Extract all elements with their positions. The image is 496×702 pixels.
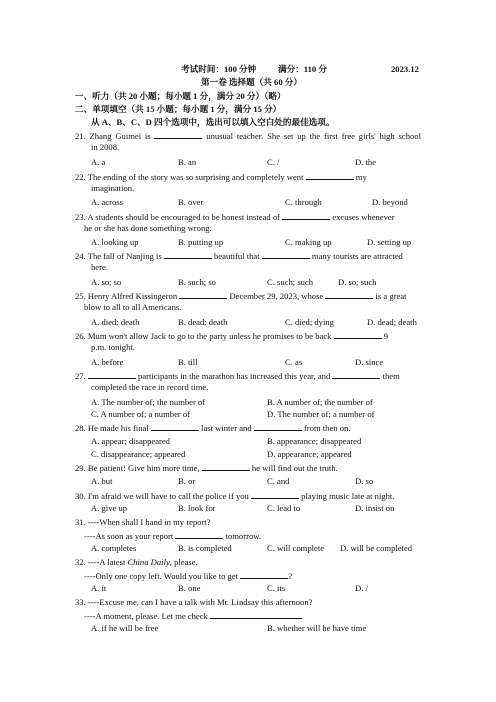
q27-option-c[interactable]: C. A number of; a number of bbox=[91, 409, 191, 419]
section-single-choice: 二、单项填空（共 15 小题；每小题 1 分，满分 15 分） bbox=[75, 104, 282, 114]
q30-text-b: playing music late at night. bbox=[299, 491, 395, 501]
q29-text-a: 29. Be patient! Give him more time, bbox=[75, 463, 202, 473]
q25-option-a[interactable]: A. died; death bbox=[91, 317, 140, 327]
question-32 bbox=[75, 557, 198, 568]
q24-text-a: 24. The fall of Nanjing is bbox=[75, 251, 164, 261]
q21-line2: in 2008. bbox=[91, 142, 120, 152]
question-26 bbox=[75, 330, 388, 342]
q28-text-c: from then on. bbox=[301, 423, 351, 433]
q32-option-b[interactable]: B. one bbox=[178, 583, 201, 593]
part-title: 第一卷 选择题（共 60 分） bbox=[201, 77, 302, 87]
q28-blank-2[interactable] bbox=[254, 422, 302, 431]
q27-option-a[interactable]: A. The number of; the number of bbox=[91, 397, 206, 407]
q22-option-c[interactable]: C. through bbox=[285, 197, 322, 207]
q27-text-c: them bbox=[380, 371, 400, 381]
q26-text-b: 9 bbox=[381, 331, 389, 341]
q32-text-c: ----Only one copy left. Would you like to get bbox=[84, 571, 241, 581]
q24-option-c[interactable]: C. such; such bbox=[267, 277, 314, 287]
q21-option-a[interactable]: A. a bbox=[91, 157, 106, 167]
q30-option-a[interactable]: A. give up bbox=[91, 503, 128, 513]
q23-blank[interactable] bbox=[282, 211, 330, 220]
q28-option-a[interactable]: A. appear; disappeared bbox=[91, 436, 170, 446]
q26-option-b[interactable]: B. till bbox=[178, 357, 198, 367]
question-30 bbox=[75, 490, 394, 502]
q21-text-b: unusual teacher. She set up the first free girls' high school bbox=[202, 131, 421, 141]
q27-option-d[interactable]: D. The number of; a number of bbox=[267, 409, 375, 419]
q28-option-d[interactable]: D. appearance; appeared bbox=[267, 449, 352, 459]
q24-text-c: many tourists are attracted bbox=[309, 251, 403, 261]
q28-option-b[interactable]: B. appearance; disappeared bbox=[267, 436, 362, 446]
question-24 bbox=[75, 250, 403, 262]
q32-option-c[interactable]: C. its bbox=[267, 583, 286, 593]
q27-option-b[interactable]: B. A number of; the number of bbox=[267, 397, 373, 407]
q21-text-a: 21. Zhang Guimei is bbox=[75, 131, 155, 141]
q33-blank[interactable] bbox=[210, 610, 302, 619]
q22-text-b: my bbox=[353, 172, 367, 182]
q21-option-d[interactable]: D. the bbox=[355, 157, 377, 167]
q22-option-a[interactable]: A. across bbox=[91, 197, 123, 207]
q26-blank[interactable] bbox=[334, 330, 382, 339]
q23-option-c[interactable]: C. making up bbox=[285, 237, 332, 247]
q28-option-c[interactable]: C. disappearance; appeared bbox=[91, 449, 186, 459]
question-29 bbox=[75, 462, 338, 474]
q24-option-d[interactable]: D. so; such bbox=[338, 277, 377, 287]
q22-option-d[interactable]: D. beyond bbox=[372, 197, 408, 207]
q26-line2: p.m. tonight. bbox=[91, 342, 135, 352]
q30-option-d[interactable]: D. insist on bbox=[355, 503, 395, 513]
q26-option-c[interactable]: C. as bbox=[285, 357, 303, 367]
q23-option-d[interactable]: D. setting up bbox=[367, 237, 412, 247]
q21-option-c[interactable]: C. / bbox=[267, 157, 280, 167]
q30-text-a: 30. I'm afraid we will have to call the police if you bbox=[75, 491, 251, 501]
q29-option-c[interactable]: C. and bbox=[267, 476, 290, 486]
exam-date: 2023.12 bbox=[391, 64, 419, 74]
q22-text-a: 22. The ending of the story was so surprising and completely went bbox=[75, 172, 306, 182]
question-21 bbox=[75, 130, 421, 142]
q32-text-d: ? bbox=[288, 571, 293, 581]
q32-line2 bbox=[84, 570, 292, 582]
q32-blank[interactable] bbox=[240, 570, 288, 579]
section-instruction: 从 A、B、C、D 四个选项中，选出可以填入空白处的最佳选项。 bbox=[91, 117, 335, 127]
q31-option-b[interactable]: B. is completed bbox=[178, 543, 232, 553]
q31-option-c[interactable]: C. will complete bbox=[267, 543, 325, 553]
q33-line2 bbox=[84, 610, 302, 622]
q31-blank[interactable] bbox=[175, 530, 223, 539]
q32-newspaper-title: China Daily bbox=[127, 557, 170, 567]
q25-blank-1[interactable] bbox=[179, 290, 227, 299]
q27-text-a: 27. bbox=[75, 371, 88, 381]
q24-blank-1[interactable] bbox=[164, 250, 212, 259]
question-23 bbox=[75, 211, 395, 223]
q28-blank-1[interactable] bbox=[151, 422, 199, 431]
q31-text-b: tomorrow. bbox=[223, 531, 262, 541]
q25-text-c: is a great bbox=[373, 291, 407, 301]
q32-option-d[interactable]: D. / bbox=[355, 583, 368, 593]
q25-option-d[interactable]: D. dead; death bbox=[367, 317, 417, 327]
question-33: 33. ----Excuse me, can I have a talk with Mr. Lindsay this afternoon? bbox=[75, 597, 313, 607]
q29-option-b[interactable]: B. or bbox=[178, 476, 196, 486]
q22-option-b[interactable]: B. over bbox=[178, 197, 204, 207]
q23-text-a: 23. A students should be encouraged to be honest instead of bbox=[75, 212, 283, 222]
q21-blank[interactable] bbox=[154, 130, 202, 139]
q27-line2: completed the race in record time. bbox=[91, 382, 209, 392]
q31-option-d[interactable]: D. will be completed bbox=[340, 543, 413, 553]
exam-time: 考试时间：100 分钟 bbox=[181, 64, 257, 74]
section-listening: 一、听力（共 20 小题；每小题 1 分，满分 20 分）（略） bbox=[75, 91, 286, 101]
q26-option-a[interactable]: A. before bbox=[91, 357, 124, 367]
q24-line2: here. bbox=[91, 262, 108, 272]
q22-line2: imagination. bbox=[91, 183, 135, 193]
q33-text-a: ----A moment, please. Let me check bbox=[84, 611, 210, 621]
question-28 bbox=[75, 422, 351, 434]
q22-blank[interactable] bbox=[306, 171, 354, 180]
q31-option-a[interactable]: A. completes bbox=[91, 543, 137, 553]
q27-text-b: participants in the marathon has increased this year, and bbox=[135, 371, 333, 381]
q25-text-a: 25. Henry Alfred Kissingeron bbox=[75, 291, 180, 301]
q25-option-b[interactable]: B. dead; death bbox=[178, 317, 228, 327]
q29-blank[interactable] bbox=[202, 462, 250, 471]
q23-option-a[interactable]: A. looking up bbox=[91, 237, 139, 247]
q30-blank[interactable] bbox=[251, 490, 299, 499]
q24-option-b[interactable]: B. such; so bbox=[178, 277, 216, 287]
q26-text-a: 26. Mum won't allow Jack to go to the party unless he promises to be back bbox=[75, 331, 334, 341]
q24-text-b: beautiful that bbox=[211, 251, 262, 261]
q32-option-a[interactable]: A. it bbox=[91, 583, 107, 593]
q25-text-b: December 29, 2023, whose bbox=[227, 291, 326, 301]
q27-blank-1[interactable] bbox=[88, 370, 136, 379]
question-27 bbox=[75, 370, 400, 382]
q23-text-b: excuses whenever bbox=[330, 212, 395, 222]
q28-text-b: last winter and bbox=[198, 423, 254, 433]
q25-option-c[interactable]: C. died; dying bbox=[285, 317, 334, 327]
q24-option-a[interactable]: A. so; so bbox=[91, 277, 122, 287]
q23-line2: he or she has done something wrong. bbox=[84, 223, 212, 233]
q30-option-c[interactable]: C. lead to bbox=[267, 503, 301, 513]
q32-text-b: , please. bbox=[169, 557, 198, 567]
q31-line2 bbox=[84, 530, 261, 542]
q26-option-d[interactable]: D. since bbox=[355, 357, 384, 367]
question-31: 31. ----When shall I hand in my report? bbox=[75, 517, 211, 527]
question-22 bbox=[75, 171, 367, 183]
q25-line2: blow to all to all Americans. bbox=[84, 302, 182, 312]
question-25 bbox=[75, 290, 407, 302]
q30-option-b[interactable]: B. look for bbox=[178, 503, 216, 513]
q27-blank-2[interactable] bbox=[332, 370, 380, 379]
q24-blank-2[interactable] bbox=[262, 250, 310, 259]
q29-option-d[interactable]: D. so bbox=[355, 476, 374, 486]
exam-full-score: 满分：110 分 bbox=[278, 64, 327, 74]
q29-text-b: he will find out the truth. bbox=[249, 463, 338, 473]
q28-text-a: 28. He made his final bbox=[75, 423, 151, 433]
q21-option-b[interactable]: B. an bbox=[178, 157, 197, 167]
q23-option-b[interactable]: B. putting up bbox=[178, 237, 224, 247]
q31-text-a: ----As soon as your report bbox=[84, 531, 176, 541]
q29-option-a[interactable]: A. but bbox=[91, 476, 113, 486]
q25-blank-2[interactable] bbox=[325, 290, 373, 299]
q32-text-a: 32. ----A latest bbox=[75, 557, 128, 567]
q33-option-a[interactable]: A. if he will be free bbox=[91, 623, 159, 633]
q33-option-b[interactable]: B. whether will he have time bbox=[267, 623, 367, 633]
